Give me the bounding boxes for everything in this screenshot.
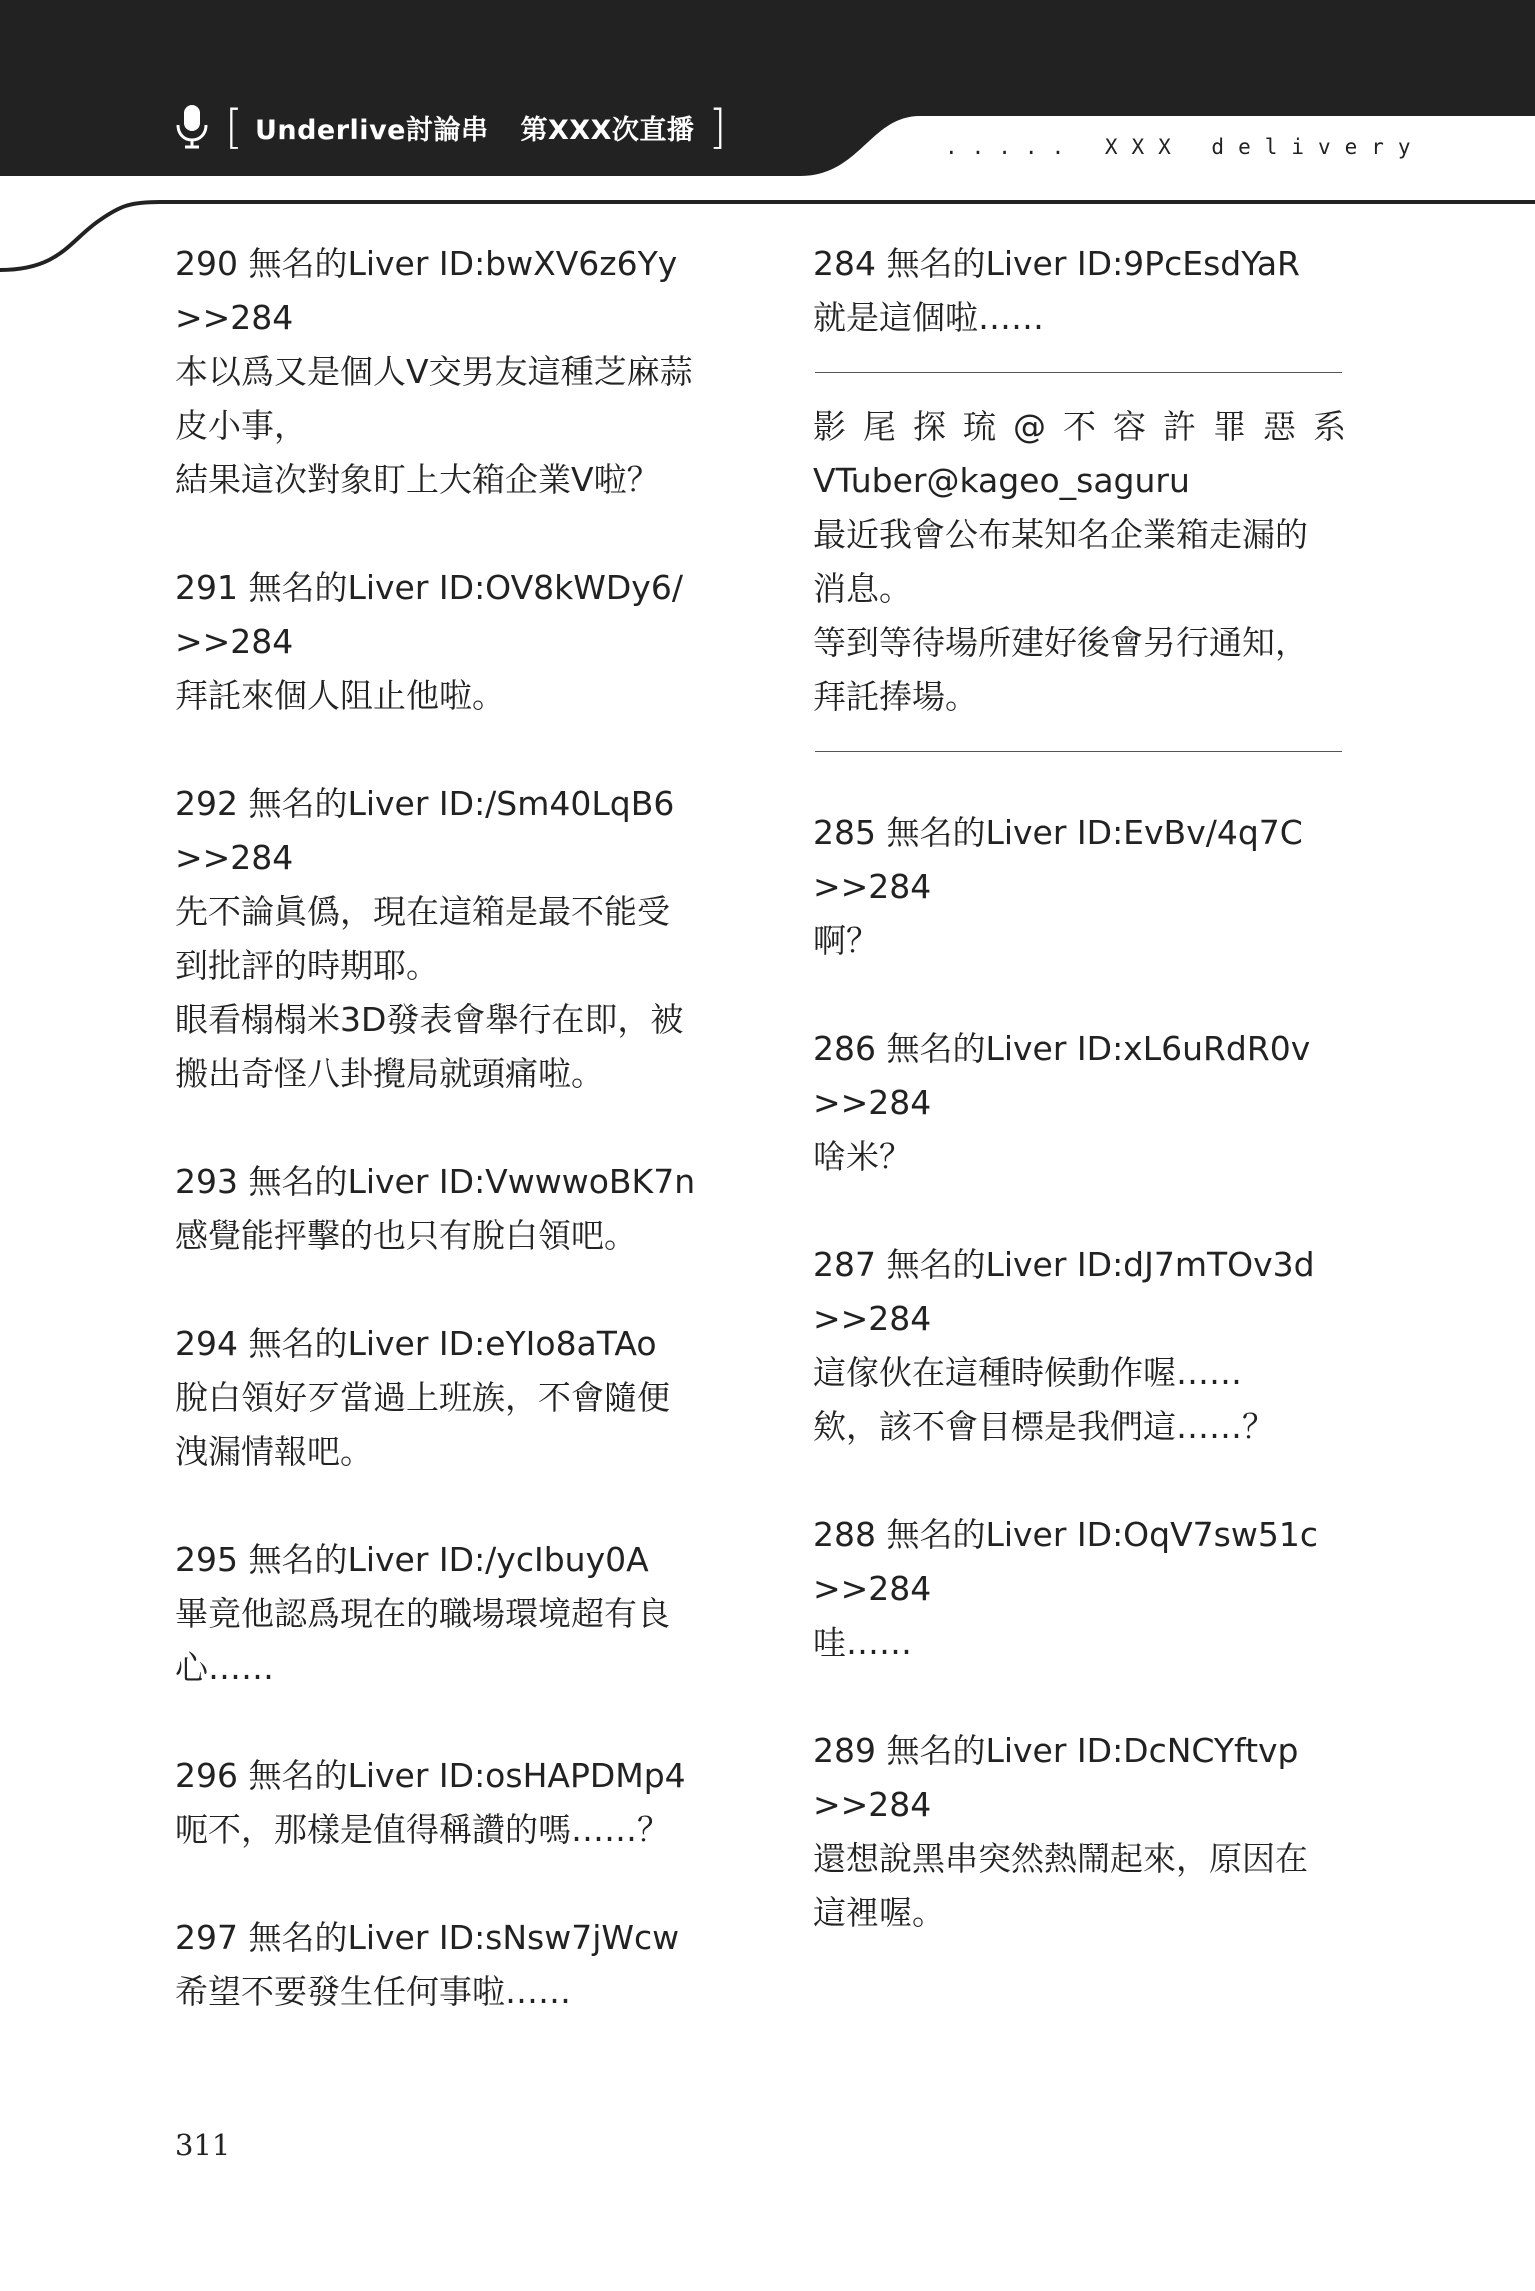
post-header: 289 無名的Liver ID:DcNCYftvp <box>813 1731 1299 1770</box>
post-header: 288 無名的Liver ID:OqV7sw51c <box>813 1515 1318 1554</box>
microphone-icon <box>175 105 209 149</box>
bracket-right: ] <box>708 100 727 154</box>
tweet-author: 影尾探琉@不容許罪惡系 <box>813 407 1363 446</box>
post-line: >>284 <box>813 1083 932 1122</box>
header-title <box>175 100 726 154</box>
post-line: 呃不，那樣是值得稱讚的嗎……？ <box>175 1810 670 1849</box>
post-line: 皮小事， <box>175 406 307 445</box>
delivery-tagline: ..... XXX delivery <box>945 135 1425 159</box>
post-line: 畢竟他認爲現在的職場環境超有良 <box>175 1594 670 1633</box>
post-296 <box>175 1749 735 1857</box>
post-header: 284 無名的Liver ID:9PcEsdYaR <box>813 244 1300 283</box>
post-header: 287 無名的Liver ID:dJ7mTOv3d <box>813 1245 1315 1284</box>
post-292 <box>175 777 735 1101</box>
post-header: 296 無名的Liver ID:osHAPDMp4 <box>175 1756 686 1795</box>
post-line: 這傢伙在這種時候動作喔…… <box>813 1353 1242 1392</box>
post-line: >>284 <box>175 298 294 337</box>
post-line: 這裡喔。 <box>813 1893 945 1932</box>
post-line: 搬出奇怪八卦攪局就頭痛啦。 <box>175 1054 604 1093</box>
post-line: 心…… <box>175 1648 274 1687</box>
post-285 <box>813 806 1358 968</box>
post-line: >>284 <box>813 867 932 906</box>
post-line: >>284 <box>175 622 294 661</box>
post-289 <box>813 1724 1358 1940</box>
post-header: 286 無名的Liver ID:xL6uRdR0v <box>813 1029 1311 1068</box>
post-293 <box>175 1155 735 1263</box>
post-291 <box>175 561 735 723</box>
post-header: 293 無名的Liver ID:VwwwoBK7n <box>175 1162 696 1201</box>
post-line: 哇…… <box>813 1623 912 1662</box>
tweet-line: 消息。 <box>813 569 912 608</box>
post-294 <box>175 1317 735 1479</box>
post-290 <box>175 237 735 507</box>
post-line: 還想說黑串突然熱鬧起來，原因在 <box>813 1839 1308 1878</box>
post-line: >>284 <box>813 1299 932 1338</box>
post-line: 就是這個啦…… <box>813 298 1044 337</box>
post-297 <box>175 1911 735 2019</box>
post-line: 拜託來個人阻止他啦。 <box>175 676 505 715</box>
post-line: 洩漏情報吧。 <box>175 1432 373 1471</box>
post-line: 本以爲又是個人V交男友這種芝麻蒜 <box>175 352 693 391</box>
post-line: 到批評的時期耶。 <box>175 946 439 985</box>
post-line: 結果這次對象盯上大箱企業V啦？ <box>175 460 660 499</box>
post-line: >>284 <box>175 838 294 877</box>
post-295 <box>175 1533 735 1695</box>
quoted-tweet <box>813 400 1363 724</box>
post-header: 292 無名的Liver ID:/Sm40LqB6 <box>175 784 675 823</box>
post-header: 291 無名的Liver ID:OV8kWDy6/ <box>175 568 683 607</box>
post-line: 先不論眞僞，現在這箱是最不能受 <box>175 892 670 931</box>
post-287 <box>813 1238 1358 1454</box>
post-header: 297 無名的Liver ID:sNsw7jWcw <box>175 1918 680 1957</box>
page-number: 311 <box>175 2128 231 2162</box>
bracket-left: [ <box>225 100 243 154</box>
post-line: 希望不要發生任何事啦…… <box>175 1972 571 2011</box>
stream-number: 第XXX次直播 <box>520 114 695 146</box>
post-286 <box>813 1022 1358 1184</box>
right-posts <box>813 806 1358 1940</box>
post-line: >>284 <box>813 1569 932 1608</box>
post-line: 欸，該不會目標是我們這……？ <box>813 1407 1275 1446</box>
quote-divider-top <box>815 372 1342 373</box>
right-column <box>813 237 1363 1940</box>
post-line: 眼看榻榻米3D發表會舉行在即，被 <box>175 1000 684 1039</box>
tweet-line: 最近我會公布某知名企業箱走漏的 <box>813 515 1308 554</box>
left-column <box>175 237 735 2019</box>
post-header: 290 無名的Liver ID:bwXV6z6Yy <box>175 244 678 283</box>
thread-title: Underlive討論串 <box>254 114 489 146</box>
post-header: 285 無名的Liver ID:EvBv/4q7C <box>813 813 1303 852</box>
post-line: 脫白領好歹當過上班族，不會隨便 <box>175 1378 670 1417</box>
post-header: 295 無名的Liver ID:/ycIbuy0A <box>175 1540 649 1579</box>
post-header: 294 無名的Liver ID:eYIo8aTAo <box>175 1324 657 1363</box>
post-288 <box>813 1508 1358 1670</box>
post-line: 感覺能抨擊的也只有脫白領吧。 <box>175 1216 637 1255</box>
tweet-handle: VTuber@kageo_saguru <box>813 461 1190 500</box>
tweet-line: 等到等待場所建好後會另行通知， <box>813 623 1308 662</box>
post-line: >>284 <box>813 1785 932 1824</box>
tweet-line: 拜託捧場。 <box>813 677 978 716</box>
post-line: 啊？ <box>813 921 879 960</box>
post-line: 啥米？ <box>813 1137 912 1176</box>
post-284 <box>813 237 1358 345</box>
